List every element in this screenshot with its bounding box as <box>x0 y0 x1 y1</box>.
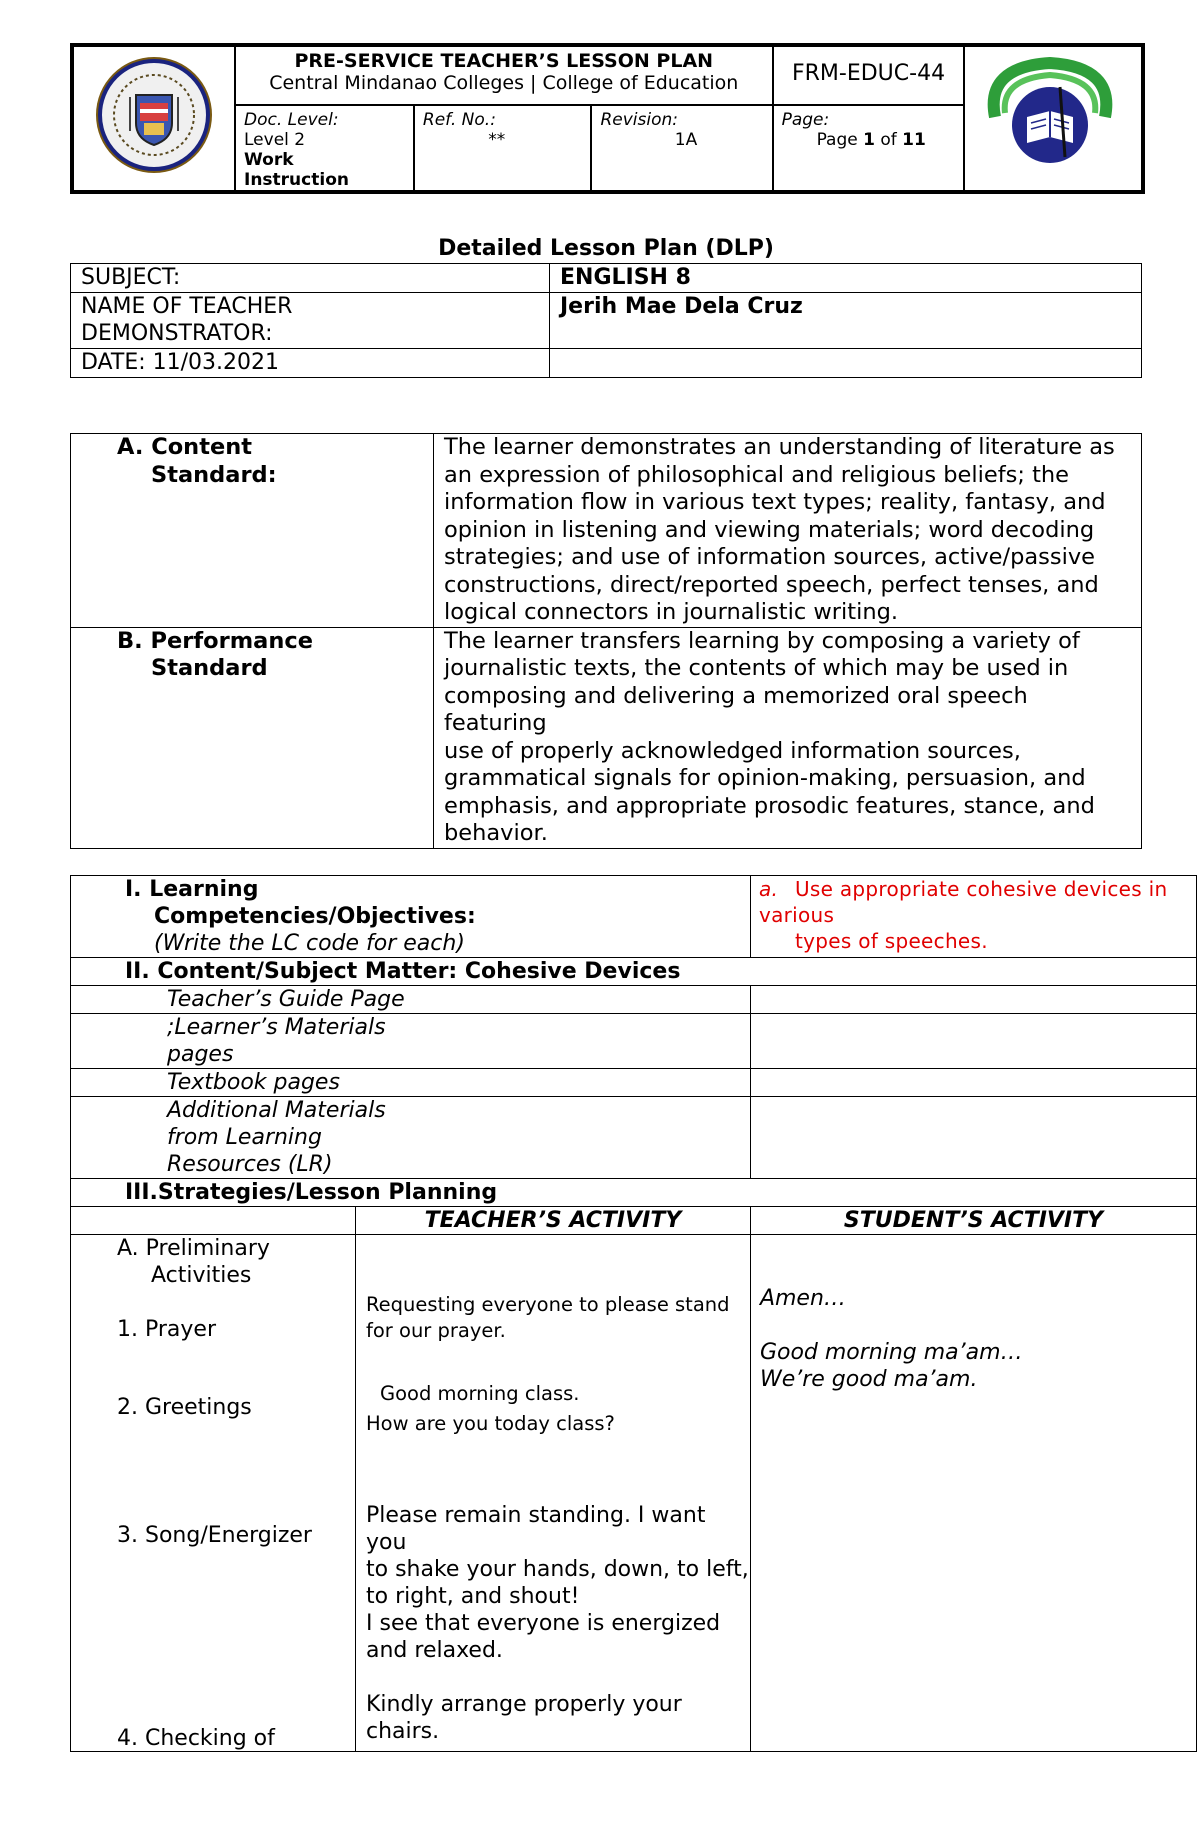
additional-materials-value <box>750 1097 1196 1179</box>
teacher-activity-header: TEACHER’S ACTIVITY <box>356 1207 751 1235</box>
doc-level-type-1: Work <box>244 150 294 170</box>
dlp-title: Detailed Lesson Plan (DLP) <box>438 236 774 261</box>
content-standard-label: A. Content Standard: <box>71 434 434 628</box>
page-total: 11 <box>902 130 926 150</box>
page-current: 1 <box>863 130 875 150</box>
performance-standard-text: The learner transfers learning by composing a variety of journalistic texts, the contents of which may be used in composing and delivering a memorized oral speech featuring use of properly acknowledged information sources, grammatical signals for opinion-making, persuasion, and emphasis, and appropriate prosodic features, stance, and behavior. <box>434 627 1142 848</box>
step-song-energizer: 3. Song/Energizer <box>117 1523 312 1548</box>
page-cell <box>773 105 965 192</box>
objective-letter: a. <box>758 877 779 901</box>
page-number: Page 1 of 11 <box>816 130 926 150</box>
revision-label: Revision: <box>600 110 679 130</box>
subject-label: SUBJECT: <box>71 264 550 293</box>
college-seal-icon <box>74 47 234 177</box>
department-logo-cell <box>964 45 1143 192</box>
ref-no-value: ** <box>488 130 506 150</box>
ref-no-cell <box>414 105 592 192</box>
student-amen: Amen… <box>759 1286 846 1311</box>
header-title-cell <box>235 45 773 105</box>
page-label: Page: <box>781 110 830 130</box>
step-prayer: 1. Prayer <box>117 1317 216 1342</box>
doc-level-label: Doc. Level: <box>244 110 339 130</box>
phase-column-header <box>71 1207 356 1235</box>
college-seal-cell <box>72 45 235 192</box>
student-were-good: We’re good ma’am. <box>759 1367 978 1392</box>
teacher-energizer-text: Please remain standing. I want you to shake your hands, down, to left, to right, and shout! I see that everyone is energized and relaxed. Kindly arrange properly your chairs. <box>366 1503 749 1744</box>
date-value <box>550 349 1142 378</box>
step-greetings: 2. Greetings <box>117 1395 252 1420</box>
learners-materials-pages: ;Learner’s Materials pages <box>71 1014 751 1069</box>
student-activity-cell <box>750 1235 1196 1752</box>
dlp-info-table <box>70 263 1142 378</box>
department-logo-icon <box>965 47 1135 177</box>
learners-materials-value <box>750 1014 1196 1069</box>
doc-level-cell <box>235 105 414 192</box>
teacher-activity-cell <box>356 1235 751 1752</box>
date-label: DATE: 11/03.2021 <box>71 349 550 378</box>
header-subtitle: Central Mindanao Colleges | College of Education <box>269 72 739 94</box>
ref-no-label: Ref. No.: <box>422 110 496 130</box>
textbook-pages: Textbook pages <box>71 1069 751 1097</box>
teacher-prayer-text: Requesting everyone to please stand for our prayer. <box>366 1293 730 1342</box>
learning-competencies-label: I. Learning Competencies/Objectives: (Write the LC code for each) <box>71 876 751 958</box>
header-title: PRE-SERVICE TEACHER’S LESSON PLAN <box>294 50 714 72</box>
textbook-pages-value <box>750 1069 1196 1097</box>
preliminary-activities-2: Activities <box>151 1263 252 1288</box>
revision-value: 1A <box>674 130 698 150</box>
additional-materials: Additional Materials from Learning Resources (LR) <box>71 1097 751 1179</box>
teacher-label: NAME OF TEACHER DEMONSTRATOR: <box>71 293 550 349</box>
content-subject-matter: II. Content/Subject Matter: Cohesive Devices <box>71 958 1197 986</box>
preliminary-activities: A. Preliminary <box>117 1236 270 1261</box>
teacher-value: Jerih Mae Dela Cruz <box>550 293 1142 349</box>
revision-cell <box>591 105 772 192</box>
subject-value: ENGLISH 8 <box>550 264 1142 293</box>
objective-text: a. Use appropriate cohesive devices in various types of speeches. <box>750 876 1196 958</box>
teachers-guide-value <box>750 986 1196 1014</box>
performance-standard-label: B. Performance Standard <box>71 627 434 848</box>
lesson-plan-table <box>70 875 1197 1752</box>
teachers-guide-page: Teacher’s Guide Page <box>71 986 751 1014</box>
activity-steps <box>71 1235 356 1752</box>
doc-level-type-2: Instruction <box>244 170 349 190</box>
document-header <box>70 43 1145 194</box>
standards-table <box>70 433 1142 849</box>
strategies-heading: III.Strategies/Lesson Planning <box>71 1179 1197 1207</box>
step-checking: 4. Checking of <box>117 1726 275 1751</box>
form-code: FRM-EDUC-44 <box>773 45 965 105</box>
student-activity-header: STUDENT’S ACTIVITY <box>750 1207 1196 1235</box>
content-standard-text: The learner demonstrates an understanding of literature as an expression of philosophical and religious beliefs; the information flow in various text types; reality, fantasy, and opinion in listening and viewing materials; word decoding strategies; and use of information sources, active/passive constructions, direct/reported speech, perfect tenses, and logical connectors in journalistic writing. <box>434 434 1142 628</box>
doc-level-value: Level 2 <box>244 130 306 150</box>
teacher-greeting-text: Good morning class. How are you today class? <box>366 1382 615 1435</box>
student-good-morning: Good morning ma’am… <box>759 1340 1023 1365</box>
